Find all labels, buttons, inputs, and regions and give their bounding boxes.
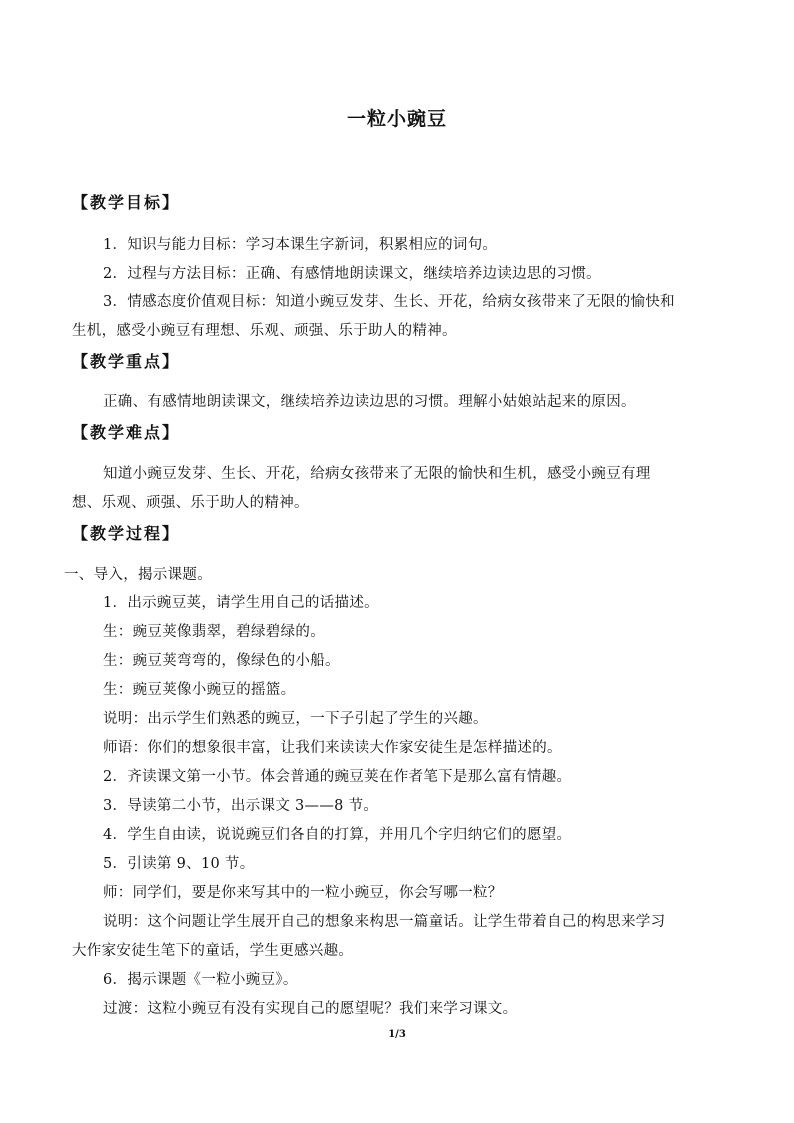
- process-line-4: 生：豌豆荚弯弯的，像绿色的小船。: [103, 653, 340, 669]
- process-line-8: 2．齐读课文第一小节。体会普通的豌豆荚在作者笔下是那么富有情趣。: [103, 769, 572, 785]
- goal-line-1: 1．知识与能力目标：学习本课生字新词，积累相应的词句。: [103, 237, 498, 253]
- goal-line-3: 3．情感态度价值观目标：知道小豌豆发芽、生长、开花，给病女孩带来了无限的愉快和: [103, 294, 675, 310]
- process-line-10: 4．学生自由读，说说豌豆们各自的打算，并用几个字归纳它们的愿望。: [103, 827, 572, 843]
- heading-teaching-key-points: 【教学重点】: [72, 352, 181, 371]
- process-line-3: 生：豌豆荚像翡翠，碧绿碧绿的。: [103, 624, 325, 640]
- page-title: 一粒小豌豆: [346, 108, 447, 130]
- process-line-6: 说明：出示学生们熟悉的豌豆，一下子引起了学生的兴趣。: [103, 711, 488, 727]
- process-line-11: 5．引读第 9、10 节。: [103, 856, 255, 872]
- process-line-13: 说明：这个问题让学生展开自己的想象来构思一篇童话。让学生带着自己的构思来学习: [103, 914, 666, 930]
- heading-teaching-difficulties: 【教学难点】: [72, 423, 181, 442]
- goal-line-4: 生机，感受小豌豆有理想、乐观、顽强、乐于助人的精神。: [72, 323, 457, 339]
- process-line-9: 3．导读第二小节，出示课文 3——8 节。: [103, 798, 379, 814]
- goal-line-2: 2．过程与方法目标：正确、有感情地朗读课文，继续培养边读边思的习惯。: [103, 266, 601, 282]
- process-line-7: 师语：你们的想象很丰富，让我们来读读大作家安徒生是怎样描述的。: [103, 740, 562, 756]
- process-line-12: 师：同学们，要是你来写其中的一粒小豌豆，你会写哪一粒？: [103, 885, 503, 901]
- process-line-14: 大作家安徒生笔下的童话，学生更感兴趣。: [72, 943, 354, 959]
- difficult-line-2: 想、乐观、顽强、乐于助人的精神。: [72, 495, 309, 511]
- process-line-16: 过渡：这粒小豌豆有没有实现自己的愿望呢？我们来学习课文。: [103, 1001, 518, 1017]
- process-line-15: 6．揭示课题《一粒小豌豆》。: [103, 972, 298, 988]
- page-number: 1/3: [388, 1029, 406, 1040]
- heading-teaching-goals: 【教学目标】: [72, 193, 181, 212]
- process-line-2: 1．出示豌豆荚，请学生用自己的话描述。: [103, 595, 379, 611]
- process-line-1: 一、导入，揭示课题。: [64, 567, 212, 583]
- difficult-line-1: 知道小豌豆发芽、生长、开花，给病女孩带来了无限的愉快和生机，感受小豌豆有理: [103, 466, 651, 482]
- key-line-1: 正确、有感情地朗读课文，继续培养边读边思的习惯。理解小姑娘站起来的原因。: [103, 394, 636, 410]
- heading-teaching-process: 【教学过程】: [72, 524, 181, 543]
- process-line-5: 生：豌豆荚像小豌豆的摇篮。: [103, 682, 296, 698]
